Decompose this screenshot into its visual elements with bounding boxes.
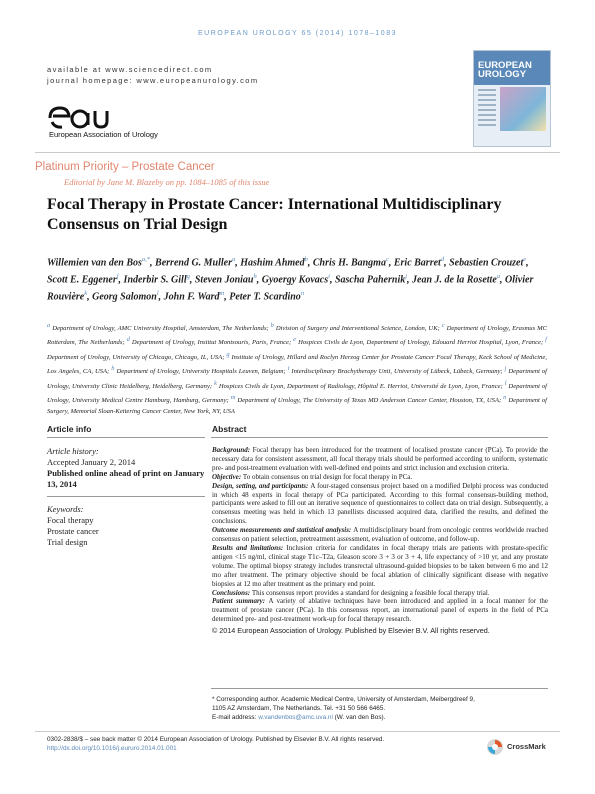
priority-label: Platinum Priority – Prostate Cancer [35,161,215,173]
keyword-item[interactable]: Prostate cancer [47,526,99,536]
cover-contents [478,89,496,129]
keyword-item[interactable]: Trial design [47,537,88,547]
abstract-section-text: A variety of ablative techniques have been introduced and applied in a focal manner for the treatment of prostate cancer (PCa). In this consensus report, an international panel of experts in the field of PCa determined pre- and post-treatment work-up for focal therapy research. [212,597,549,624]
abstract-section-label: Results and limitations: [212,543,287,552]
abstract-rule [211,437,548,438]
abstract-section-label: Design, setting, and participants: [212,481,311,490]
corresponding-author [212,695,548,722]
affiliation-mark: a [47,322,51,329]
abstract-section-text: Focal therapy has been introduced for the treatment of localised prostate cancer (PCa). To provide the necessary data for consistent assessment, all focal therapy trials should be performed according to uniform, systematic pre- and post-treatment evaluation with well-defined end points and strict inclusion and exclusion criteria. [212,446,548,472]
footer [47,735,467,753]
author-affiliation-mark[interactable]: i [328,272,330,280]
author-name: Gyoergy Kovacs [261,274,329,286]
abstract-section-text: This consensus report provides a standard for designing a feasible focal therapy trial. [251,588,490,597]
author-affiliation-mark[interactable]: h [253,272,257,280]
author-name: Sebastien Crouzet [449,257,524,269]
affiliations [47,320,547,418]
abstract-section-text: To obtain consensus on trial design for focal therapy in PCa. [242,472,413,481]
crossmark-badge[interactable] [486,738,548,758]
affiliation-text: Department of Urology, University Medical Centre Hamburg, Hamburg, Germany; [47,382,547,405]
author-name: Steven Joniau [194,274,254,286]
affiliation-mark: n [503,393,507,401]
abstract-end-rule [211,688,548,689]
author-affiliation-mark[interactable]: e [523,256,527,263]
author-affiliation-mark[interactable]: m [219,289,225,297]
author-affiliation-mark[interactable]: a,* [141,256,151,263]
affiliation-text: Department of Urology, AMC University Hospital, Amsterdam, The Netherlands; [50,325,271,333]
availability-block [47,64,259,86]
affiliation-mark: i [287,365,290,373]
crossmark-icon [486,738,504,756]
crossmark-label: CrossMark [507,742,546,751]
abstract-section [212,482,548,527]
history-rule [47,496,205,497]
affiliation-mark: l [504,379,507,387]
cover-title-line-1: EUROPEAN [478,60,532,71]
author-name: Willemien van den Bos [47,257,142,269]
affiliation-text: Hospices Civils de Lyon, Department of Urology, Edouard Herriot Hospital, Lyon, France; [296,339,546,347]
author-name: John F. Ward [163,290,220,302]
homepage-line[interactable]: journal homepage: www.europeanurology.com [47,76,259,85]
abstract-section-label: Conclusions: [212,588,252,597]
abstract-section [212,589,548,598]
affiliation-text: Department of Urology, University Hospitals Leuven, Belgium; [114,368,288,376]
cover-title [478,61,532,79]
copyright-line: © 2014 European Association of Urology. Published by Elsevier B.V. All rights reserved. [212,626,490,636]
author-affiliation-mark[interactable]: l [156,289,159,297]
cover-artwork [500,87,546,131]
abstract-section-text: A multidisciplinary board from oncologic centres worldwide reached consensus on patient selection, pretreatment assessment, evaluation of outcome, and follow-up. [212,526,549,544]
author-name: Peter T. Scardino [229,290,301,302]
header-divider [35,152,560,153]
corr-line-1: * Corresponding author. Academic Medical Centre, University of Amsterdam, Meibergdreef 9, [212,696,475,703]
article-info-rule [47,437,205,438]
abstract-section-text: Inclusion criteria for candidates in focal therapy trials are patients with prostate-specific antigen <15 ng/ml, clinical stage T1c–T2a, Gleason score 3 + 3 or 3 + 4, life expectancy of >10 yr, and any prostate volume. The optimal biopsy strategy includes transrectal ultrasound-guided biopsies to be taken between 6 mo and 12 mo after treatment. The primary objective should be focal ablation of clinically significant disease with negative biopsies at 12 mo after treatment as the primary end point. [212,543,549,588]
abstract-body [212,446,548,636]
affiliation-mark: g [226,350,230,358]
affiliation-mark: f [545,336,547,344]
author-affiliation-mark[interactable]: k [84,289,88,297]
affiliation-mark: b [270,322,274,329]
author-name: Eric Barret [393,257,441,269]
author-name: Inderbir S. Gill [123,274,187,286]
affiliation-text: Division of Surgery and Interventional Science, London, UK; [273,325,442,333]
author-name: Jean J. de la Rosette [412,274,497,286]
affiliation-text: Department of Urology, University Clinic Heidelberg, Heidelberg, Germany; [47,368,548,390]
article-history [47,446,205,490]
editorial-note[interactable]: Editorial by Jane M. Blazeby on pp. 1084–1085 of this issue [64,177,270,187]
abstract-section-label: Outcome measurements and statistical analysis: [212,526,354,535]
footer-divider [35,731,560,732]
doi-link[interactable]: http://dx.doi.org/10.1016/j.eururo.2014.01.001 [47,745,177,752]
journal-cover-thumbnail[interactable] [473,50,551,147]
published-date: Published online ahead of print on January 13, 2014 [47,468,205,489]
abstract-section-label: Patient summary: [212,597,269,606]
article-info-heading: Article info [47,424,92,434]
abstract-section [212,544,548,589]
author-name: Georg Salomon [92,290,157,302]
author-affiliation-mark[interactable]: a [232,256,236,263]
abstract-heading: Abstract [212,424,247,434]
sciencedirect-line[interactable]: available at www.sciencedirect.com [47,65,213,74]
author-name: Olivier Rouvière [47,274,534,302]
affiliation-text: Department of Urology, The University of Texas MD Anderson Cancer Center, Houston, TX, USA; [235,397,504,405]
keyword-item[interactable]: Focal therapy [47,515,94,525]
keywords-block [47,504,205,548]
author-affiliation-mark[interactable]: f [116,272,119,280]
affiliation-mark: m [230,393,236,401]
abstract-section [212,526,548,544]
affiliation-text: Hospices Civils de Lyon, Department of Radiology, Hôpital E. Herriot, Université de Lyon, Lyon, France; [216,382,505,390]
cover-title-line-2: UROLOGY [478,69,527,80]
abstract-section [212,597,548,624]
abstract-section-label: Objective: [212,472,243,481]
affiliation-mark: h [111,365,115,373]
email-link[interactable]: w.vandenbos@amc.uva.nl [258,714,333,721]
keywords-label: Keywords: [47,504,84,514]
abstract-section-text: A four-staged consensus project based on a modified Delphi process was conducted in which 48 experts in focal therapy of PCa participated. According to this formal consensus-building method, participants were asked to fill out an iterative sequence of questionnaires to collect data on trial design. Subsequently, a consensus meeting was held in which 13 panellists discussed acquired data, clarified the results, and defined the conclusions. [212,481,548,526]
eau-logo-text: European Association of Urology [49,130,158,139]
corr-line-2: 1105 AZ Amsterdam, The Netherlands. Tel. +31 50 566 6465. [212,705,386,712]
issn-line: 0302-2838/$ – see back matter © 2014 European Association of Urology. Published by Elsevier B.V. All rights reserved. [47,736,385,743]
author-affiliation-mark[interactable]: a [496,272,501,280]
eau-logo-icon [47,104,113,132]
abstract-section-label: Background: [212,446,253,454]
journal-reference: EUROPEAN UROLOGY 65 (2014) 1078–1083 [197,30,397,37]
email-label: E-mail address: [212,714,257,721]
author-name: Hashim Ahmed [240,257,305,269]
author-name: Scott E. Eggener [47,274,117,286]
article-title: Focal Therapy in Prostate Cancer: International Multidisciplinary Consensus on Trial Design [47,196,502,233]
author-affiliation-mark[interactable]: c [385,256,389,263]
author-name: Sascha Pahernik [334,274,406,286]
history-label: Article history: [47,446,99,456]
affiliation-mark: k [214,379,217,387]
affiliation-text: Department of Surgery, Memorial Sloan-Kettering Cancer Center, New York, NY, USA [47,397,547,416]
author-affiliation-mark[interactable]: j [405,272,408,280]
affiliation-mark: e [293,336,297,344]
affiliation-mark: j [504,365,507,373]
author-affiliation-mark[interactable]: b [304,256,308,263]
corr-email-line [212,713,548,722]
affiliation-text: Department of Urology, Institut Montsouris, Paris, France; [129,339,294,347]
affiliation-text: Department of Urology, University of Chicago, Chicago, IL, USA; [47,353,227,361]
author-name: Chris H. Bangma [312,257,386,269]
author-list: Willemien van den Bos$^{a,*}$, Berrend G. Muller$^a$, Hashim Ahmed$^b$, Chris H. Bangma$^c$, Eric Barret$^d$, Sebastien Crouzet$^e$, Scott E. Eggener$^f$, Inderbir S. Gill$^g$, Steven Joniau$^h$, Gyoergy Kovacs$^i$, Sascha Pahernik$^j$, Jean J. de la Rosette$^a$, Olivier Rouvière$^k$, Georg Salomon$^l$, John F. Ward$^m$, Peter T. Scardino$^n$ [47,256,534,302]
email-owner: (W. van den Bos). [334,714,386,721]
author-affiliation-mark[interactable]: d [440,256,445,263]
affiliation-mark: c [441,322,445,329]
affiliation-text: Institute of Urology, Hillard and Roclyn Herzog Center for Prostate Cancer Focal Therapy, Keck School of Medicine, Los Angeles, CA, USA; [47,353,547,376]
affiliation-text: Department of Urology, Erasmus MC Rotterdam, The Netherlands; [47,325,547,347]
accepted-date: Accepted January 2, 2014 [47,457,136,467]
abstract-section [212,446,548,473]
abstract-section [212,473,548,482]
author-affiliation-mark[interactable]: n [300,289,305,297]
author-name: Berrend G. Muller [155,257,232,269]
author-affiliation-mark[interactable]: g [186,272,190,280]
affiliation-text: Interdisciplinary Brachytherapy Unit, University of Lübeck, Lübeck, Germany; [289,368,505,376]
affiliation-mark: d [126,336,130,344]
